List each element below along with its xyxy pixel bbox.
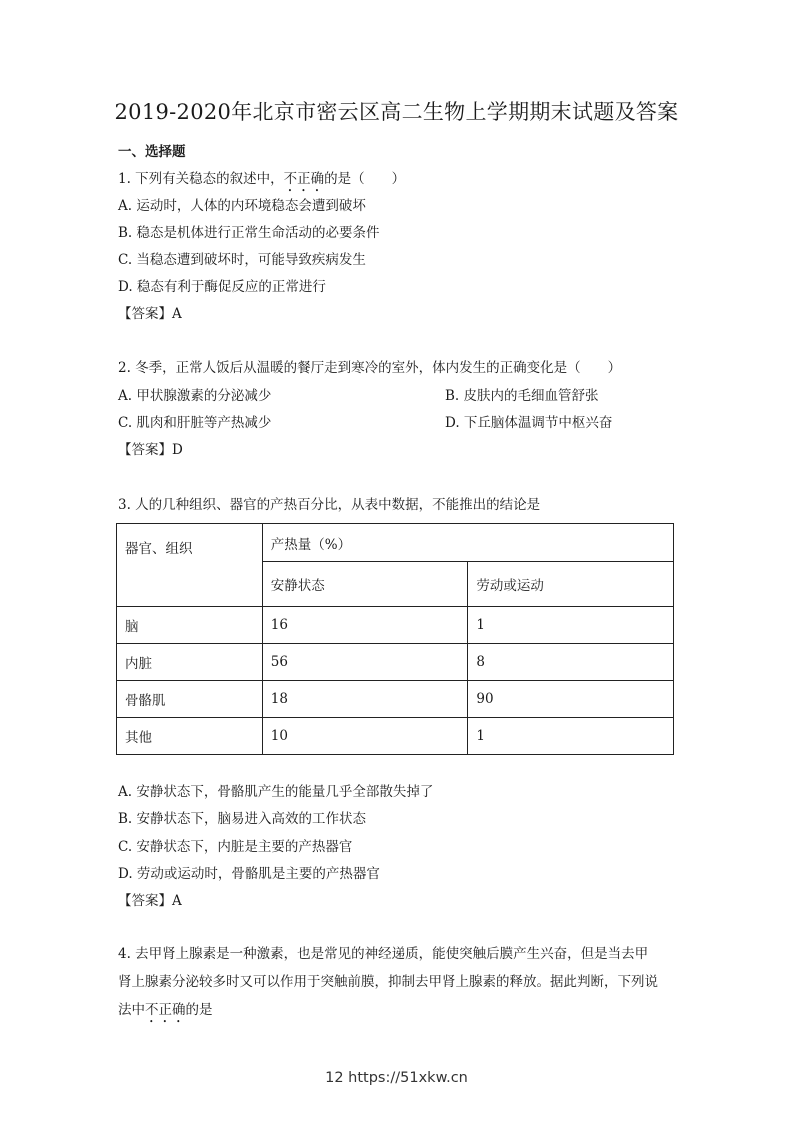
question-1-stem-post: 的是（ ） bbox=[324, 171, 406, 187]
table-row bbox=[117, 644, 674, 681]
question-1-option-b: B. 稳态是机体进行正常生命活动的必要条件 bbox=[118, 225, 380, 241]
cell-organ: 骨骼肌 bbox=[117, 681, 263, 718]
question-4-emphasis: 不正确 bbox=[145, 1002, 186, 1018]
page-number: 12 bbox=[325, 1070, 344, 1086]
question-1-stem-pre: 1. 下列有关稳态的叙述中， bbox=[118, 171, 284, 187]
header-exercise: 劳动或运动 bbox=[468, 562, 674, 607]
cell-rest: 18 bbox=[262, 681, 468, 718]
cell-organ: 脑 bbox=[117, 607, 263, 644]
cell-rest: 10 bbox=[262, 718, 468, 755]
question-3-option-a: A. 安静状态下，骨骼肌产生的能量几乎全部散失掉了 bbox=[118, 784, 434, 800]
page-footer bbox=[0, 1070, 793, 1086]
question-1-option-d: D. 稳态有利于酶促反应的正常进行 bbox=[118, 279, 326, 295]
question-4-line-1: 4. 去甲肾上腺素是一种激素，也是常见的神经递质，能使突触后膜产生兴奋，但是当去甲 bbox=[118, 946, 649, 962]
question-1-emphasis: 不正确 bbox=[283, 171, 325, 187]
question-3-option-b: B. 安静状态下，脑易进入高效的工作状态 bbox=[118, 811, 367, 827]
question-2-option-c: C. 肌肉和肝脏等产热减少 bbox=[118, 415, 272, 431]
question-4-line-2: 肾上腺素分泌较多时又可以作用于突触前膜，抑制去甲肾上腺素的释放。据此判断，下列说 bbox=[118, 974, 658, 990]
cell-exercise: 1 bbox=[468, 607, 674, 644]
footer-url[interactable]: https://51xkw.cn bbox=[348, 1070, 468, 1086]
question-1-answer: 【答案】A bbox=[118, 306, 182, 322]
cell-organ: 内脏 bbox=[117, 644, 263, 681]
section-heading: 一、选择题 bbox=[118, 144, 186, 160]
question-4-line-3-post: 的是 bbox=[185, 1002, 213, 1018]
question-1-stem bbox=[118, 170, 405, 195]
question-2-answer: 【答案】D bbox=[118, 442, 183, 458]
table-row bbox=[117, 718, 674, 755]
question-3-option-c: C. 安静状态下，内脏是主要的产热器官 bbox=[118, 839, 353, 855]
question-3-answer: 【答案】A bbox=[118, 893, 182, 909]
header-organ: 器官、组织 bbox=[117, 524, 263, 607]
question-2-stem: 2. 冬季，正常人饭后从温暖的餐厅走到寒冷的室外，体内发生的正确变化是（ ） bbox=[118, 360, 622, 376]
cell-exercise: 90 bbox=[468, 681, 674, 718]
cell-exercise: 8 bbox=[468, 644, 674, 681]
heat-production-table bbox=[116, 523, 674, 755]
table-header-row bbox=[117, 524, 674, 562]
cell-organ: 其他 bbox=[117, 718, 263, 755]
question-1-option-c: C. 当稳态遭到破坏时，可能导致疾病发生 bbox=[118, 252, 366, 268]
question-4-line-3 bbox=[118, 1001, 213, 1026]
cell-rest: 56 bbox=[262, 644, 468, 681]
table-row bbox=[117, 681, 674, 718]
page-title: 2019-2020年北京市密云区高二生物上学期期末试题及答案 bbox=[114, 100, 679, 124]
cell-rest: 16 bbox=[262, 607, 468, 644]
question-3-stem: 3. 人的几种组织、器官的产热百分比，从表中数据，不能推出的结论是 bbox=[118, 497, 541, 513]
header-rest: 安静状态 bbox=[262, 562, 468, 607]
question-3-option-d: D. 劳动或运动时，骨骼肌是主要的产热器官 bbox=[118, 866, 380, 882]
question-1-option-a: A. 运动时，人体的内环境稳态会遭到破坏 bbox=[118, 198, 366, 214]
question-2-option-a: A. 甲状腺激素的分泌减少 bbox=[118, 388, 272, 404]
header-heat: 产热量（%） bbox=[262, 524, 673, 562]
question-4-line-3-pre: 法中 bbox=[118, 1002, 145, 1018]
question-2-option-d: D. 下丘脑体温调节中枢兴奋 bbox=[445, 415, 613, 431]
cell-exercise: 1 bbox=[468, 718, 674, 755]
table-row bbox=[117, 607, 674, 644]
question-2-option-b: B. 皮肤内的毛细血管舒张 bbox=[445, 388, 599, 404]
